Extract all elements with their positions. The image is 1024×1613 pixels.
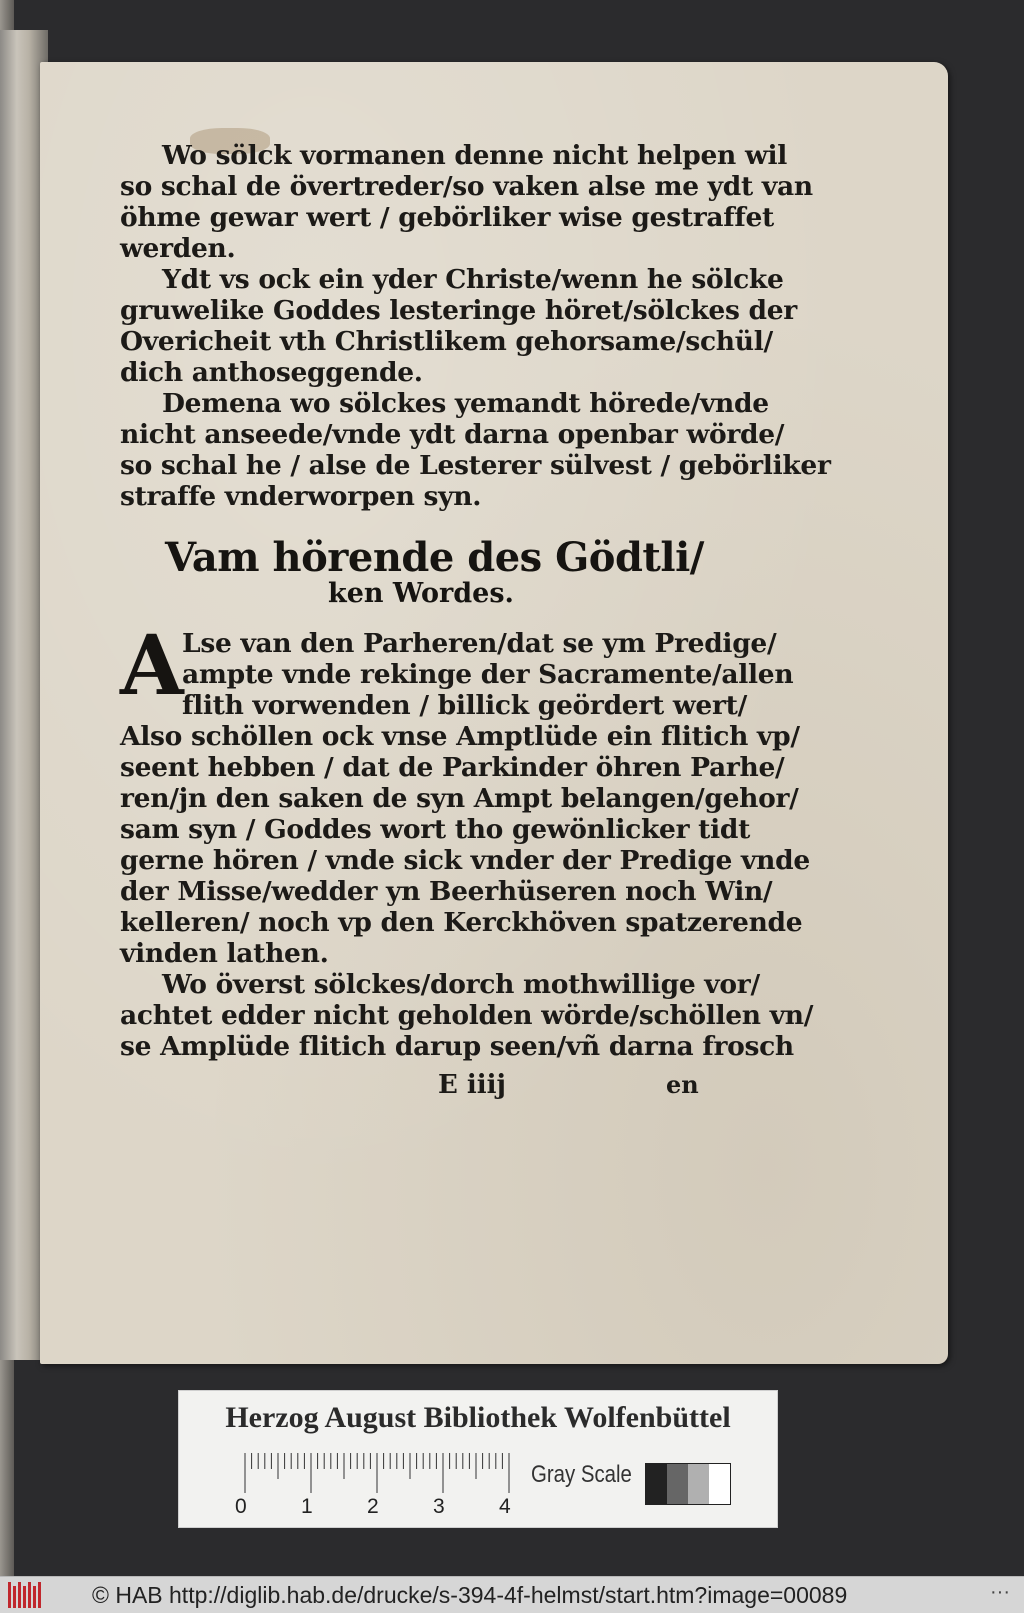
ruler-scale	[243, 1453, 515, 1495]
text-line: gerne hören / vnde sick vnder der Predige vnde	[120, 845, 810, 876]
gray-scale-label: Gray Scale	[531, 1461, 632, 1488]
text-line: Wo överst sölckes/dorch mothwillige vor/	[162, 969, 760, 1000]
text-line: nicht anseede/vnde ydt darna openbar wörde/	[120, 419, 785, 450]
gray-swatch	[667, 1464, 688, 1504]
text-block-bottom	[120, 618, 814, 1062]
text-line: Wo sölck vormanen denne nicht helpen wil	[162, 140, 787, 171]
gray-swatch	[709, 1464, 730, 1504]
ruler-number: 1	[301, 1495, 313, 1518]
text-line: ren/jn den saken de syn Ampt belangen/gehor/	[120, 783, 799, 814]
ruler-number: 0	[235, 1495, 247, 1518]
ruler-number: 2	[367, 1495, 379, 1518]
text-line: flith vorwenden / billick geördert wert/	[182, 690, 747, 721]
text-line: Ydt vs ock ein yder Christe/wenn he sölcke	[162, 264, 784, 295]
logo-bar	[8, 1582, 11, 1608]
gray-swatch	[688, 1464, 709, 1504]
library-color-card	[178, 1390, 778, 1528]
text-line: werden.	[120, 233, 236, 264]
text-line: kelleren/ noch vp den Kerckhöven spatzerende	[120, 907, 803, 938]
section-heading-continued: ken Wordes.	[328, 578, 514, 609]
text-block-top	[120, 140, 831, 512]
drop-cap: A	[120, 618, 184, 714]
section-heading: Vam hörende des Gödtli/	[165, 534, 704, 581]
text-line: se Amplüde flitich darup seen/vñ darna frosch	[120, 1031, 794, 1062]
text-line: öhme gewar wert / gebörliker wise gestraffet	[120, 202, 774, 233]
ruler-number: 3	[433, 1495, 445, 1518]
ellipsis-icon[interactable]: ···	[990, 1581, 1010, 1603]
logo-bar	[38, 1582, 41, 1608]
gray-swatch	[646, 1464, 667, 1504]
text-line: so schal de övertreder/so vaken alse me ydt van	[120, 171, 813, 202]
text-line: sam syn / Goddes wort tho gewönlicker tidt	[120, 814, 751, 845]
text-line: vinden lathen.	[120, 938, 329, 969]
status-bar	[0, 1576, 1024, 1613]
library-name: Herzog August Bibliothek Wolfenbüttel	[225, 1401, 731, 1434]
logo-bar	[13, 1586, 16, 1608]
text-line: gruwelike Goddes lesteringe höret/sölckes der	[120, 295, 797, 326]
catchword: en	[666, 1070, 699, 1099]
ruler-numbers	[235, 1495, 535, 1521]
text-line: straffe vnderworpen syn.	[120, 481, 482, 512]
gray-scale-swatches	[645, 1463, 731, 1505]
text-line: Demena wo sölckes yemandt hörede/vnde	[162, 388, 769, 419]
text-line: so schal he / alse de Lesterer sülvest / gebörliker	[120, 450, 831, 481]
text-line: achtet edder nicht geholden wörde/schöllen vn/	[120, 1000, 814, 1031]
hab-logo-icon	[6, 1580, 46, 1610]
text-line: dich anthoseggende.	[120, 357, 423, 388]
signature-mark: E iiij	[438, 1070, 506, 1100]
logo-bar	[28, 1582, 31, 1608]
logo-bar	[33, 1586, 36, 1608]
text-line: der Misse/wedder yn Beerhüseren noch Win/	[120, 876, 773, 907]
text-line: Overicheit vth Christlikem gehorsame/schül/	[120, 326, 773, 357]
text-line: ampte vnde rekinge der Sacramente/allen	[182, 659, 794, 690]
ruler-number: 4	[499, 1495, 511, 1518]
logo-bar	[23, 1586, 26, 1608]
text-line: Also schöllen ock vnse Amptlüde ein flitich vp/	[120, 721, 800, 752]
logo-bar	[18, 1582, 21, 1608]
text-line: Lse van den Parheren/dat se ym Predige/	[182, 628, 777, 659]
copyright-url[interactable]: © HAB http://diglib.hab.de/drucke/s-394-4f-helmst/start.htm?image=00089	[92, 1581, 848, 1608]
text-line: seent hebben / dat de Parkinder öhren Parhe/	[120, 752, 785, 783]
